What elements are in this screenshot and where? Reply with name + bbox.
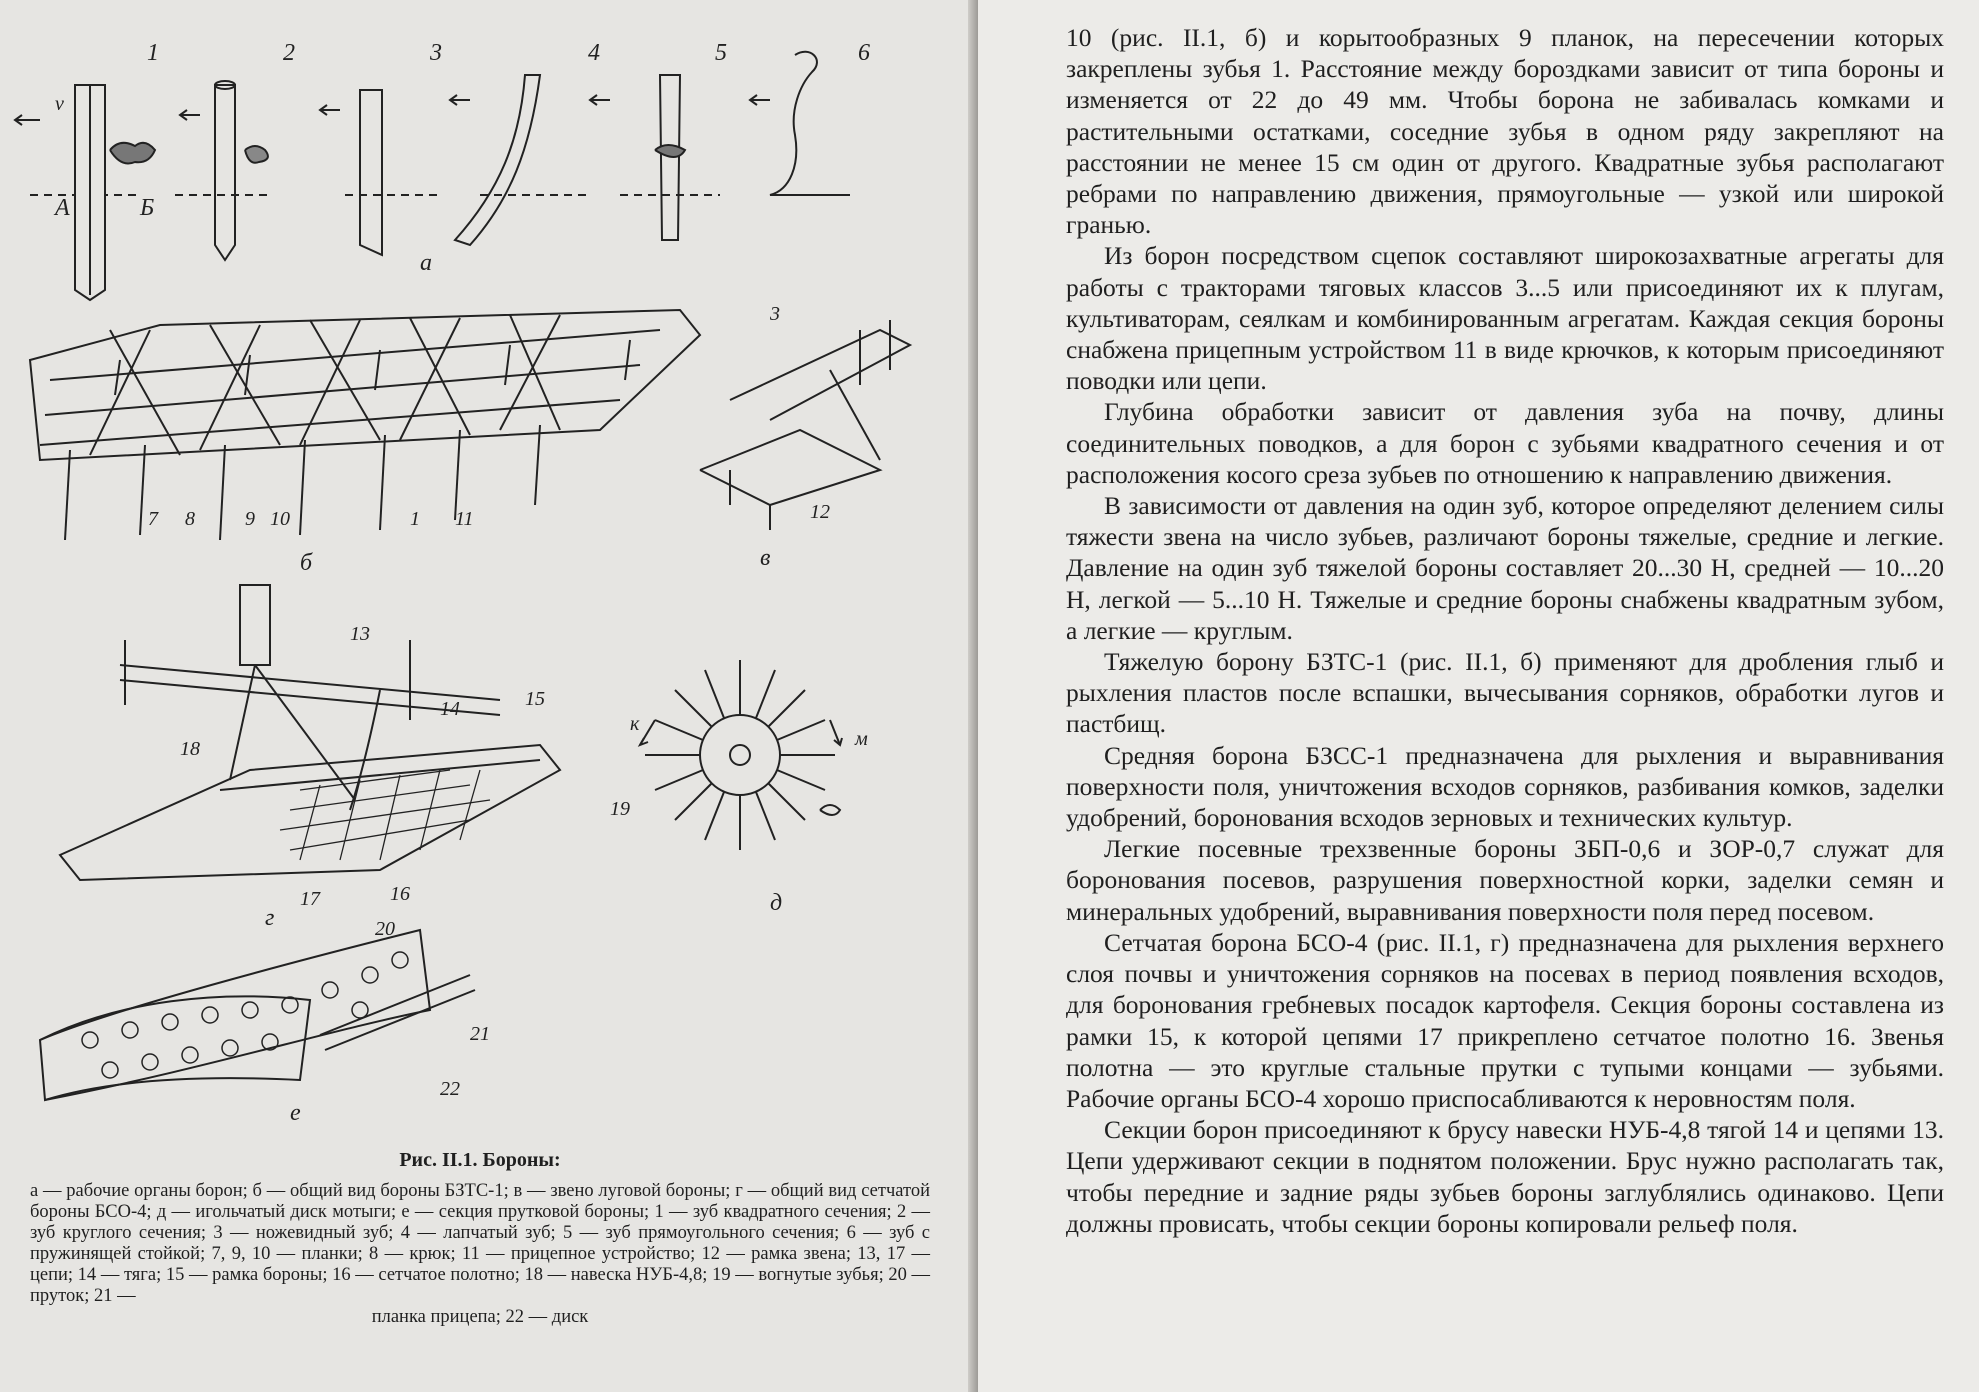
paragraph-1: 10 (рис. II.1, б) и корытообразных 9 планок, на пересечении которых закреплены зубья 1. Расстояние между бороздками зависит от типа бороны и изменяется от 22 до 49 мм. Чтобы борона не забивалась комками и растительными остатками, соседние зубья в одном ряду закрепляют на расстоянии не менее 15 см один от другого. Квадратные зубья располагают ребрами по направлению движения, прямоугольные — узкой или широкой гранью. <box>1066 23 1944 240</box>
part-label-21: 21 <box>470 1023 490 1045</box>
section-label-b-letter: Б <box>140 195 155 221</box>
subfig-label-a: а <box>420 250 432 276</box>
part-label-20: 20 <box>375 918 395 940</box>
direction-label-k: к <box>630 713 640 735</box>
rod-harrow-e <box>40 930 475 1100</box>
mesh-harrow-g <box>60 585 560 880</box>
part-label-13: 13 <box>350 623 370 645</box>
tooth-label-2: 2 <box>283 40 295 66</box>
figure-legend-text: а — рабочие органы борон; б — общий вид бороны БЗТС-1; в — звено луговой бороны; г — общий вид сетчатой бороны БСО-4; д — игольчатый диск мотыги; е — секция прутковой бороны; 1 — зуб квадратного сечения; 2 — зуб круглого сечения; 3 — ножевидный зуб; 4 — лапчатый зуб; 5 — зуб прямоугольного сечения; 6 — зуб с пружинящей стойкой; 7, 9, 10 — планки; 8 — крюк; 11 — прицепное устройство; 12 — рамка звена; 13, 17 — цепи; 14 — тяга; 15 — рамка бороны; 16 — сетчатое полотно; 18 — навеска НУБ-4,8; 19 — вогнутые зубья; 20 — пруток; 21 — <box>30 1181 930 1306</box>
tooth-label-4: 4 <box>588 40 600 66</box>
part-label-10: 10 <box>270 508 290 530</box>
velocity-label: v <box>55 93 64 115</box>
tooth-label-6: 6 <box>858 40 870 66</box>
paragraph-2: Из борон посредством сцепок составляют широкозахватные агрегаты для работы с тракторами тяговых классов 3...5 или присоединяют их к плугам, культиваторам, сеялкам и комбинированным агрегатам. Каждая секция бороны снабжена прицепным устройством 11 в виде крючков, к которым присоединяют поводки или цепи. <box>1066 241 1944 396</box>
subfig-label-v: в <box>760 545 771 571</box>
tooth-label-1: 1 <box>147 40 159 66</box>
meadow-harrow-v <box>700 320 910 530</box>
right-page <box>978 0 1979 1392</box>
harrow-figure <box>0 0 978 1150</box>
part-label-11: 11 <box>455 508 474 530</box>
part-label-9: 9 <box>245 508 255 530</box>
section-label-a-letter: А <box>55 195 70 221</box>
left-page <box>0 0 978 1392</box>
subfig-label-g: г <box>265 905 275 931</box>
paragraph-4: В зависимости от давления на один зуб, которое определяют делением силы тяжести звена на число зубьев, различают бороны тяжелые, средние и легкие. Давление на один зуб тяжелой бороны составляет 20...30 Н, средней — 10...20 Н, легкой — 5...10 Н. Тяжелые и средние бороны снабжены квадратным зубом, а легкие — круглым. <box>1066 491 1944 645</box>
figure-caption <box>30 1150 930 1328</box>
part-label-18: 18 <box>180 738 200 760</box>
part-label-7: 7 <box>148 508 158 530</box>
subfig-label-e: е <box>290 1100 301 1126</box>
direction-label-m: м <box>855 728 868 750</box>
tooth-label-5: 5 <box>715 40 727 66</box>
paragraph-5: Тяжелую борону БЗТС-1 (рис. II.1, б) применяют для дробления глыб и рыхления пластов после вспашки, вычесывания сорняков, обработки лугов и пастбищ. <box>1066 647 1944 739</box>
part-label-1b: 1 <box>410 508 420 530</box>
harrow-teeth-row-a <box>15 52 850 300</box>
figure-title: Рис. II.1. Бороны: <box>399 1149 561 1171</box>
part-label-8: 8 <box>185 508 195 530</box>
heavy-harrow-b <box>30 310 700 540</box>
part-label-22: 22 <box>440 1078 460 1100</box>
part-label-12: 12 <box>810 501 830 523</box>
paragraph-9: Секции борон присоединяют к брусу навески НУБ-4,8 тягой 14 и цепями 13. Цепи удерживают секции в поднятом положении. Брус нужно располагать так, чтобы передние и задние ряды зубьев бороны заглублялись одинаково. Цепи должны провисать, чтобы секции бороны копировали рельеф поля. <box>1066 1115 1944 1238</box>
paragraph-3: Глубина обработки зависит от давления зуба на почву, длины соединительных поводков, а для борон с зубьями квадратного сечения и от расположения косого среза зубьев по отношению к направлению движения. <box>1066 397 1944 489</box>
needle-disc-d <box>640 660 842 850</box>
body-text <box>1066 22 1944 1239</box>
figure-legend-last-line: планка прицепа; 22 — диск <box>371 1307 589 1327</box>
paragraph-7: Легкие посевные трехзвенные бороны ЗБП-0,6 и ЗОР-0,7 служат для боронования посевов, разрушения поверхностной корки, заделки семян и минеральных удобрений, выравнивания поверхности поля перед посевом. <box>1066 834 1944 926</box>
paragraph-8: Сетчатая борона БСО-4 (рис. II.1, г) предназначена для рыхления верхнего слоя почвы и уничтожения сорняков на посевах в период появления всходов, для боронования гребневых посадок картофеля. Секция бороны составлена из рамки 15, к которой цепями 17 прикреплено сетчатое полотно 16. Звенья полотна — это круглые стальные прутки с тупыми концами — зубьями. Рабочие органы БСО-4 хорошо приспосабливаются к неровностям поля. <box>1066 927 1944 1113</box>
part-label-19: 19 <box>610 798 630 820</box>
part-label-14: 14 <box>440 698 460 720</box>
tooth-label-3: 3 <box>430 40 442 66</box>
figure-legend <box>30 1181 930 1328</box>
part-label-17: 17 <box>300 888 320 910</box>
paragraph-6: Средняя борона БЗСС-1 предназначена для рыхления и выравнивания поверхности поля, уничтожения всходов сорняков, разбивания комков, заделки удобрений, боронования всходов зерновых и технических культур. <box>1066 740 1944 833</box>
part-label-15: 15 <box>525 688 545 710</box>
part-label-3b: 3 <box>770 303 780 325</box>
subfig-label-b: б <box>300 550 313 576</box>
part-label-16: 16 <box>390 883 410 905</box>
subfig-label-d: д <box>770 890 783 916</box>
